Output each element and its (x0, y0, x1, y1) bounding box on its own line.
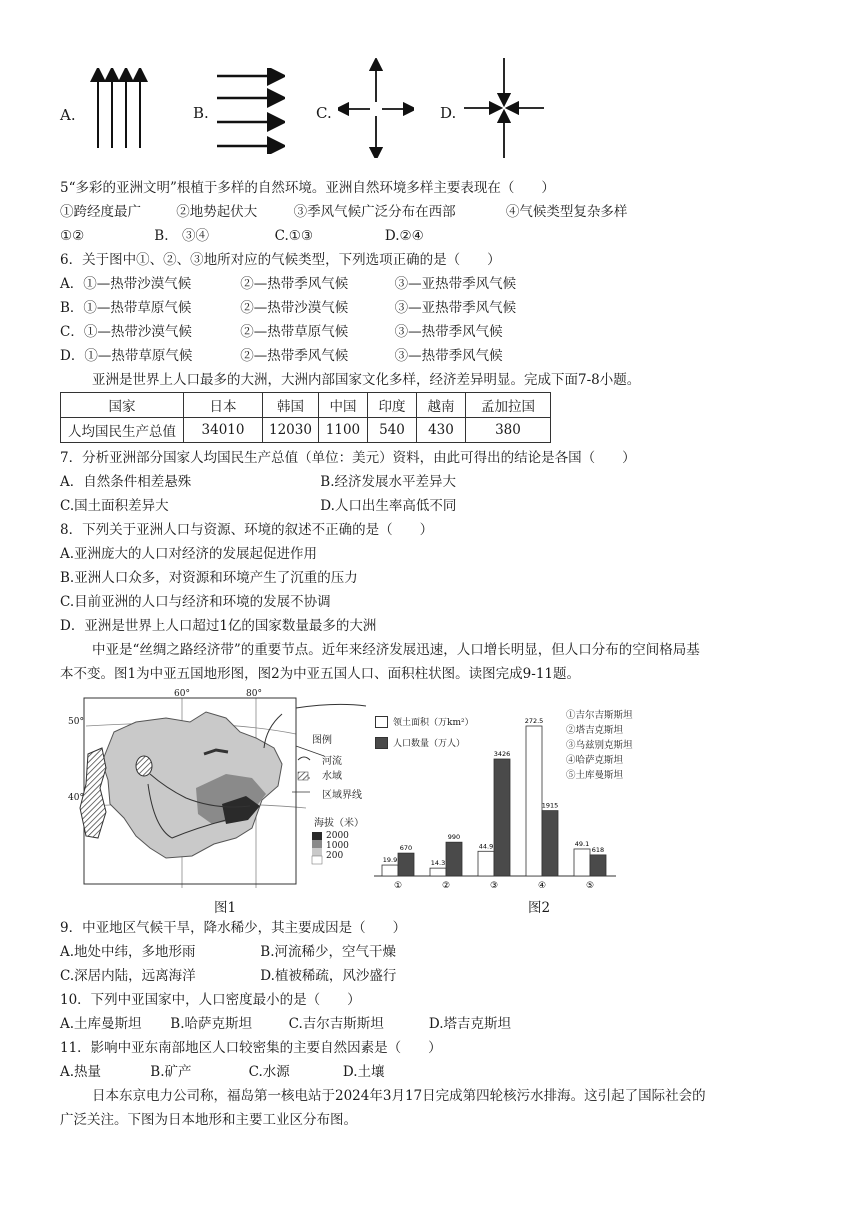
river-line (296, 704, 366, 708)
table-cell: 人均国民生产总值 (61, 418, 184, 443)
table-cell: 印度 (367, 393, 416, 418)
table-row (61, 393, 551, 418)
option-c-label: C. (316, 104, 332, 122)
q6-option-part: ②—热带沙漠气候 (240, 300, 349, 316)
area-bar (382, 865, 398, 876)
data-label: 19.9 (382, 856, 398, 865)
data-label: 670 (399, 844, 413, 853)
map-elev-label: 200 (326, 851, 344, 861)
q6-option-part: ②—热带草原气候 (240, 324, 349, 340)
country-legend-item: ⑤土库曼斯坦 (566, 770, 624, 781)
table-cell: 韩国 (263, 393, 319, 418)
q6-option-part: ②—热带季风气候 (240, 348, 349, 364)
map-elev-label: 1000 (326, 841, 349, 851)
q5-option: C.①③ (274, 228, 313, 244)
q5-stem: 5“多彩的亚洲文明”根植于多样的自然环境。亚洲自然环境多样主要表现在（ ） (60, 180, 555, 196)
table-row (61, 418, 551, 443)
population-bar (446, 842, 462, 876)
intro-7-8: 亚洲是世界上人口最多的大洲，大洲内部国家文化多样，经济差异明显。完成下面7-8小题。 (92, 372, 641, 388)
q6-option-part: D．①—热带草原气候 (60, 348, 193, 364)
q9-option: D.植被稀疏，风沙盛行 (260, 968, 397, 984)
q8-stem: 8．下列关于亚洲人口与资源、环境的叙述不正确的是（ ） (60, 522, 434, 538)
legend-area (375, 715, 474, 728)
area-bar (430, 868, 446, 876)
table-cell: 12030 (263, 418, 319, 443)
q11-option: C.水源 (248, 1064, 290, 1080)
intro-next-line1: 日本东京电力公司称，福岛第一核电站于2024年3月17日完成第四轮核污水排海。这引起了国际社会的 (92, 1088, 706, 1104)
q8-option: D．亚洲是世界上人口超过1亿的国家数量最多的大洲 (60, 618, 377, 634)
q5-options (60, 226, 424, 246)
map-lon-label: 80° (246, 689, 262, 699)
q9-stem: 9．中亚地区气候干旱，降水稀少，其主要成因是（ ） (60, 920, 407, 936)
legend-population-label: 人口数量（万人） (393, 739, 466, 749)
figure-1-caption: 图1 (214, 900, 237, 916)
legend-area-swatch (375, 716, 388, 728)
data-label: 272.5 (524, 717, 544, 725)
q6-option-part: B．①—热带草原气候 (60, 300, 192, 316)
legend-elev-high (312, 832, 322, 840)
q5-option: ①② (60, 228, 85, 244)
q10-option: A.土库曼斯坦 (60, 1016, 142, 1032)
x-tick-label: ② (441, 881, 451, 891)
intro-9-11-line1: 中亚是“丝绸之路经济带”的重要节点。近年来经济发展迅速，人口增长明显，但人口分布的空间格局基 (92, 642, 700, 658)
q9-option: C.深居内陆，远离海洋 (60, 968, 196, 984)
q5-option: D.②④ (384, 228, 424, 244)
q8-option: A.亚洲庞大的人口对经济的发展起促进作用 (60, 546, 318, 562)
country-legend-item: ①吉尔吉斯斯坦 (566, 710, 633, 721)
aral-sea (136, 756, 152, 776)
data-label: 3426 (493, 750, 511, 758)
map-lat-label: 40° (68, 793, 84, 803)
data-label: 1915 (541, 801, 559, 810)
q7-options-row2 (60, 496, 456, 516)
intro-9-11-line2: 本不变。图1为中亚五国地形图，图2为中亚五国人口、面积柱状图。读图完成9-11题。 (60, 666, 581, 682)
q9-options-row2 (60, 966, 396, 986)
data-label: 618 (591, 845, 605, 854)
data-label: 14.3 (430, 859, 446, 868)
country-legend-item: ③乌兹别克斯坦 (566, 740, 633, 751)
table-cell: 380 (465, 418, 550, 443)
country-legend-item: ④哈萨克斯坦 (566, 755, 624, 766)
q7-options-row1 (60, 472, 456, 492)
map-legend-water: 水域 (322, 771, 342, 782)
q5-item: ①跨经度最广 (60, 204, 141, 220)
q6-option-b (60, 298, 516, 318)
q6-option-part: A．①—热带沙漠气候 (60, 276, 192, 292)
table-cell: 430 (416, 418, 465, 443)
data-label: 990 (447, 833, 461, 842)
data-label: 44.9 (478, 842, 494, 851)
q10-option: D.塔吉克斯坦 (428, 1016, 512, 1032)
table-cell: 34010 (184, 418, 263, 443)
leader-line (296, 746, 324, 756)
x-tick-label: ① (393, 881, 403, 891)
area-bar (526, 726, 542, 876)
q5-option: B. ③④ (154, 228, 210, 244)
map-lon-label: 60° (174, 689, 190, 699)
q11-options (60, 1062, 385, 1082)
table-cell: 越南 (416, 393, 465, 418)
q7-stem: 7．分析亚洲部分国家人均国民生产总值（单位：美元）资料，由此可得出的结论是各国（ ） (60, 450, 636, 466)
x-tick-label: ④ (537, 881, 547, 891)
legend-elev-base (312, 856, 322, 864)
map-elev-label: 2000 (326, 831, 349, 841)
option-a-label: A. (60, 106, 76, 124)
q11-stem: 11．影响中亚东南部地区人口较密集的主要自然因素是（ ） (60, 1040, 442, 1056)
q6-option-part: ③—热带季风气候 (394, 324, 503, 340)
q7-option: C.国土面积差异大 (60, 498, 169, 514)
q8-option: C.目前亚洲的人口与经济和环境的发展不协调 (60, 594, 331, 610)
q11-option: D.土壤 (342, 1064, 385, 1080)
q6-option-part: ③—热带季风气候 (394, 348, 503, 364)
q5-item: ②地势起伏大 (176, 204, 258, 220)
x-tick-label: ③ (489, 881, 499, 891)
q5-items (60, 202, 627, 222)
q11-option: B.矿产 (150, 1064, 192, 1080)
q6-option-part: ③—亚热带季风气候 (394, 300, 517, 316)
legend-elev-low (312, 848, 322, 856)
q6-option-part: C．①—热带沙漠气候 (60, 324, 192, 340)
option-b-arrows-icon (215, 68, 285, 154)
data-label: 49.1 (574, 839, 590, 848)
option-c-divergent-icon (338, 58, 414, 158)
legend-area-label: 领土面积（万km²） (393, 718, 474, 728)
table-cell: 国家 (61, 393, 184, 418)
table-cell: 日本 (184, 393, 263, 418)
gdp-table (60, 392, 551, 443)
intro-next-line2: 广泛关注。下图为日本地形和主要工业区分布图。 (60, 1112, 357, 1128)
q6-option-part: ②—热带季风气候 (240, 276, 349, 292)
q5-item: ④气候类型复杂多样 (505, 204, 628, 220)
q9-option: B.河流稀少，空气干燥 (260, 944, 397, 960)
x-tick-label: ⑤ (585, 881, 595, 891)
population-bar (590, 855, 606, 876)
table-cell: 540 (367, 418, 416, 443)
map-elev-title: 海拔（米） (314, 818, 364, 829)
q5-item: ③季风气候广泛分布在西部 (293, 204, 456, 220)
q6-option-part: ③—亚热带季风气候 (394, 276, 517, 292)
population-bar (398, 853, 414, 876)
q6-option-d (60, 346, 503, 366)
option-d-label: D. (440, 104, 457, 122)
q6-option-a (60, 274, 516, 294)
q11-option: A.热量 (60, 1064, 102, 1080)
option-d-convergent-icon (462, 56, 546, 160)
q6-option-c (60, 322, 503, 342)
option-b-label: B. (193, 104, 209, 122)
map-legend-title: 图例 (312, 735, 332, 746)
q9-option: A.地处中纬，多地形雨 (60, 944, 196, 960)
map-lat-label: 50° (68, 717, 84, 727)
country-legend (566, 708, 633, 783)
legend-population-swatch (375, 737, 388, 749)
q8-option: B.亚洲人口众多，对资源和环境产生了沉重的压力 (60, 570, 358, 586)
q7-option: D.人口出生率高低不同 (320, 498, 457, 514)
legend-river-icon (298, 757, 310, 760)
table-cell: 孟加拉国 (465, 393, 550, 418)
map-legend-boundary: 区域界线 (322, 790, 362, 801)
q7-option: A．自然条件相差悬殊 (60, 474, 192, 490)
legend-elev-mid (312, 840, 322, 848)
q10-option: B.哈萨克斯坦 (170, 1016, 253, 1032)
legend-population (375, 736, 465, 749)
table-cell: 1100 (318, 418, 367, 443)
area-bar (574, 849, 590, 876)
table-cell: 中国 (318, 393, 367, 418)
map-legend-river: 河流 (322, 756, 342, 767)
q6-stem: 6．关于图中①、②、③地所对应的气候类型，下列选项正确的是（ ） (60, 252, 501, 268)
population-bar (494, 759, 510, 876)
option-a-arrows-icon (90, 68, 150, 150)
country-legend-item: ②塔吉克斯坦 (566, 725, 624, 736)
q9-options-row1 (60, 942, 396, 962)
area-bar (478, 851, 494, 876)
population-bar (542, 811, 558, 876)
q10-stem: 10．下列中亚国家中，人口密度最小的是（ ） (60, 992, 361, 1008)
q10-option: C.吉尔吉斯斯坦 (288, 1016, 384, 1032)
figure-2-caption: 图2 (528, 900, 551, 916)
q10-options (60, 1014, 511, 1034)
legend-water-icon (298, 772, 308, 780)
q7-option: B.经济发展水平差异大 (320, 474, 457, 490)
